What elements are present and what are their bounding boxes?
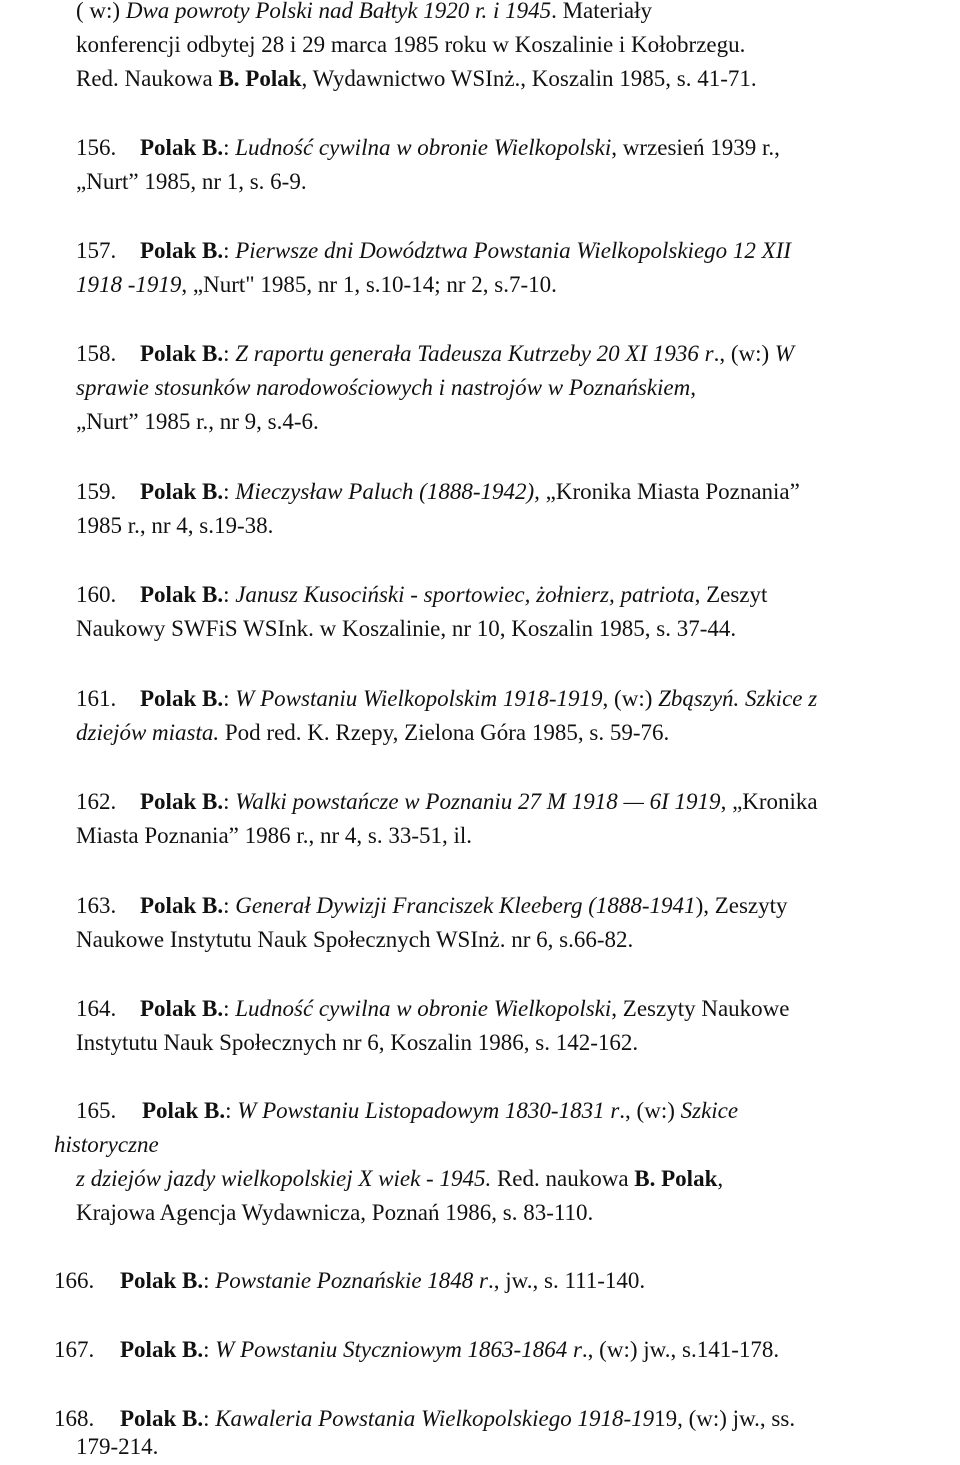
entry-title: W: [774, 341, 795, 366]
entry-line: [76, 1162, 723, 1197]
entry-line: [140, 475, 800, 510]
entry-line: Miasta Poznania” 1986 r., nr 4, s. 33-51, il.: [76, 823, 473, 848]
entry-title: Pierwsze dni Dowództwa Powstania Wielkopolskiego 12 XII: [235, 238, 792, 263]
entry-text: :: [223, 238, 236, 263]
entry-title: Walki powstańcze w Poznaniu 27 M 1918 — 6I 1919: [235, 789, 721, 814]
entry-title: Generał Dywizji Franciszek Kleeberg (1888-1941: [235, 893, 696, 918]
entry-number: 166.: [54, 1268, 95, 1293]
intro-line-3: [76, 62, 757, 97]
entry-author: Polak B.: [140, 135, 224, 160]
entry-line: [76, 371, 696, 406]
entry-text: , Zeszyty Naukowe: [611, 996, 790, 1021]
entry-number: 156.: [76, 135, 117, 160]
entry-text: ., (w:): [713, 341, 775, 366]
entry-line: Naukowe Instytutu Nauk Społecznych WSInż. nr 6, s.66-82.: [76, 927, 634, 952]
entry-text: ), Zeszyty: [695, 893, 788, 918]
entry-line: [142, 1094, 738, 1129]
entry-text: :: [223, 996, 236, 1021]
entry-text: :: [223, 341, 236, 366]
entry-line: [140, 578, 767, 613]
entry-number: 167.: [54, 1337, 95, 1362]
entry-author: Polak B.: [142, 1098, 226, 1123]
intro-text: , Wydawnictwo WSInż., Koszalin 1985, s. 41-71.: [301, 66, 757, 91]
intro-line-1: [76, 0, 652, 29]
entry-text: :: [223, 582, 236, 607]
entry-line: [140, 234, 791, 269]
entry-text: :: [223, 135, 236, 160]
entry-author: Polak B.: [140, 582, 224, 607]
entry-title: historyczne: [54, 1132, 159, 1157]
entry-text: , wrzesień 1939 r.,: [611, 135, 780, 160]
entry-line: [76, 268, 557, 303]
entry-text: „Kronika Miasta Poznania”: [539, 479, 800, 504]
entry-title: W Powstaniu Wielkopolskim 1918-1919: [235, 686, 603, 711]
entry-line: [54, 1128, 159, 1163]
entry-line: [120, 1333, 779, 1368]
entry-title: Janusz Kusociński - sportowiec, żołnierz, patriota: [235, 582, 695, 607]
entry-text: Pod red. K. Rzepy, Zielona Góra 1985, s. 59-76.: [219, 720, 670, 745]
entry-author: Polak B.: [140, 996, 224, 1021]
entry-text: ,: [717, 1166, 724, 1191]
entry-title: dziejów miasta.: [76, 720, 220, 745]
entry-title: Szkice: [680, 1098, 739, 1123]
entry-editor: B. Polak: [634, 1166, 718, 1191]
entry-text: , (w:): [602, 686, 659, 711]
entry-author: Polak B.: [140, 686, 224, 711]
entry-number: 157.: [76, 238, 117, 263]
entry-number: 161.: [76, 686, 117, 711]
entry-text: :: [203, 1337, 216, 1362]
entry-text: :: [223, 686, 236, 711]
entry-text: , Zeszyt: [694, 582, 768, 607]
entry-text: ., jw., s. 111-140.: [488, 1268, 646, 1293]
entry-number: 162.: [76, 789, 117, 814]
entry-number: 158.: [76, 341, 117, 366]
entry-line: Krajowa Agencja Wydawnicza, Poznań 1986, s. 83-110.: [76, 1200, 594, 1225]
entry-number: 160.: [76, 582, 117, 607]
intro-text: Red. Naukowa: [76, 66, 219, 91]
entry-author: Polak B.: [120, 1337, 204, 1362]
entry-line: [140, 889, 788, 924]
entry-line: [76, 716, 669, 751]
entry-title: W Powstaniu Listopadowym 1830-1831 r: [237, 1098, 620, 1123]
entry-title: 1918 -1919: [76, 272, 182, 297]
entry-text: :: [223, 789, 236, 814]
entry-text: :: [223, 893, 236, 918]
entry-text: :: [203, 1406, 216, 1431]
entry-title: sprawie stosunków narodowościowych i nastrojów w Poznańskiem,: [76, 375, 696, 400]
entry-number: 159.: [76, 479, 117, 504]
entry-number: 164.: [76, 996, 117, 1021]
entry-line: „Nurt” 1985 r., nr 9, s.4-6.: [76, 409, 319, 434]
entry-text: Red. naukowa: [491, 1166, 635, 1191]
entry-title: Z raportu generała Tadeusza Kutrzeby 20 XI 1936 r: [235, 341, 714, 366]
intro-line-2: konferencji odbytej 28 i 29 marca 1985 roku w Koszalinie i Kołobrzegu.: [76, 32, 746, 57]
entry-author: Polak B.: [140, 789, 224, 814]
entry-text: :: [225, 1098, 238, 1123]
entry-text: :: [223, 479, 236, 504]
entry-number: 165.: [76, 1098, 117, 1123]
entry-line: [140, 131, 780, 166]
entry-title: Powstanie Poznańskie 1848 r: [215, 1268, 489, 1293]
intro-title: Dwa powroty Polski nad Bałtyk 1920 r. i 1945: [125, 0, 552, 23]
entry-line: [120, 1264, 645, 1299]
entry-line: 179-214.: [76, 1434, 159, 1459]
entry-text: 19, (w:) jw., ss.: [654, 1406, 796, 1431]
entry-line: 1985 r., nr 4, s.19-38.: [76, 513, 274, 538]
entry-title: Ludność cywilna w obronie Wielkopolski: [235, 996, 612, 1021]
entry-title: W Powstaniu Styczniowym 1863-1864 r: [215, 1337, 582, 1362]
entry-line: „Nurt” 1985, nr 1, s. 6-9.: [76, 169, 307, 194]
entry-line: [140, 992, 789, 1027]
entry-line: [140, 785, 818, 820]
entry-line: Instytutu Nauk Społecznych nr 6, Koszalin 1986, s. 142-162.: [76, 1030, 639, 1055]
entry-text: , „Nurt" 1985, nr 1, s.10-14; nr 2, s.7-10.: [181, 272, 557, 297]
entry-title: Zbąszyń. Szkice z: [658, 686, 818, 711]
entry-title: z dziejów jazdy wielkopolskiej X wiek - 1945.: [76, 1166, 492, 1191]
entry-author: Polak B.: [140, 893, 224, 918]
entry-line: [120, 1402, 795, 1437]
entry-author: Polak B.: [140, 341, 224, 366]
intro-editor: B. Polak: [218, 66, 302, 91]
entry-line: [140, 682, 817, 717]
entry-title: Ludność cywilna w obronie Wielkopolski: [235, 135, 612, 160]
entry-text: :: [203, 1268, 216, 1293]
entry-number: 163.: [76, 893, 117, 918]
entry-author: Polak B.: [140, 479, 224, 504]
entry-line: [140, 337, 794, 372]
entry-title: Mieczysław Paluch (1888-1942),: [235, 479, 540, 504]
entry-text: , „Kronika: [720, 789, 818, 814]
entry-author: Polak B.: [140, 238, 224, 263]
entry-text: ., (w:): [619, 1098, 681, 1123]
entry-title: Kawaleria Powstania Wielkopolskiego 1918-19: [215, 1406, 655, 1431]
entry-author: Polak B.: [120, 1268, 204, 1293]
entry-line: Naukowy SWFiS WSInk. w Koszalinie, nr 10, Koszalin 1985, s. 37-44.: [76, 616, 737, 641]
intro-text: . Materiały: [551, 0, 652, 23]
entry-author: Polak B.: [120, 1406, 204, 1431]
entry-number: 168.: [54, 1406, 95, 1431]
intro-text: ( w:): [76, 0, 126, 23]
entry-text: ., (w:) jw., s.141-178.: [581, 1337, 780, 1362]
